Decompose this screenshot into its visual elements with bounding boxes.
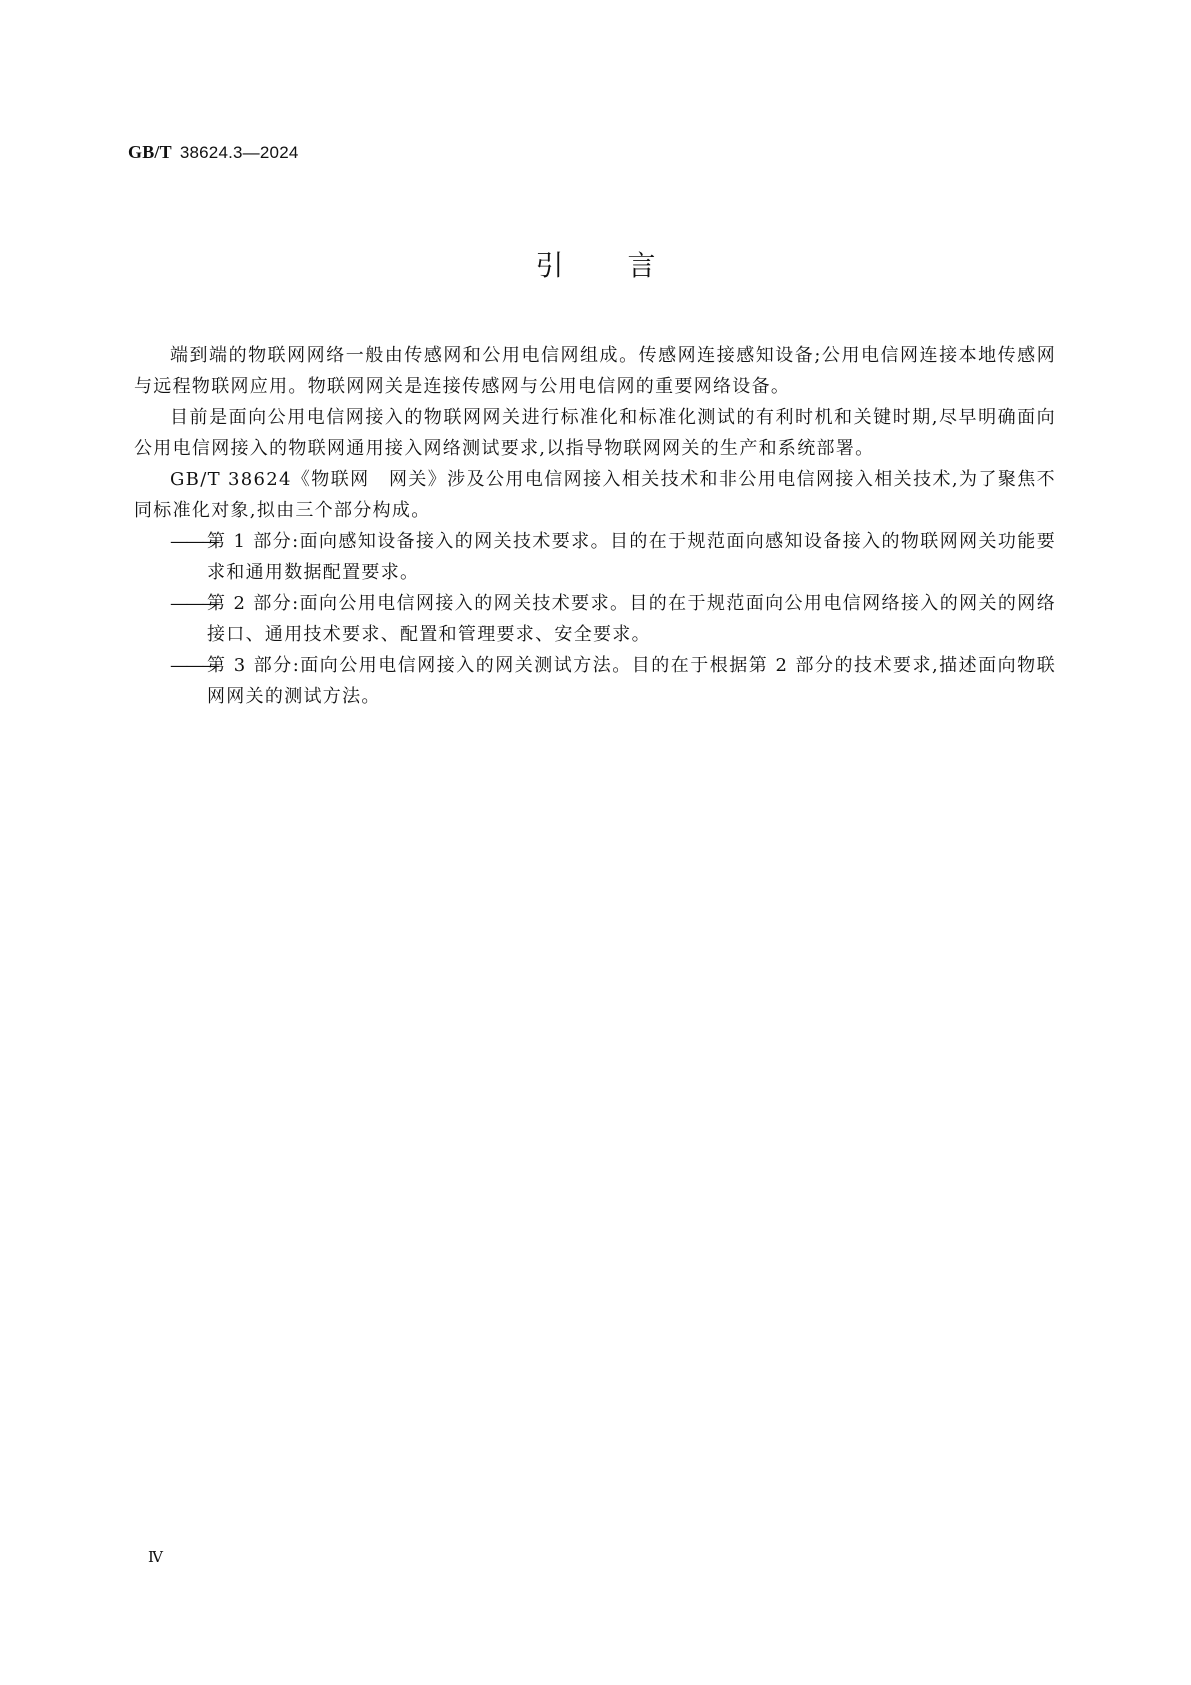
list-item-text: 第 3 部分:面向公用电信网接入的网关测试方法。目的在于根据第 2 部分的技术要求,描述面向物联网网关的测试方法。	[207, 655, 1056, 707]
document-body	[134, 340, 1056, 712]
page-title: 引言	[535, 249, 720, 282]
standard-prefix: GB/T	[128, 142, 172, 162]
standard-number: 38624.3—2024	[179, 143, 299, 162]
standard-identifier	[128, 142, 299, 163]
list-item-text: 第 2 部分:面向公用电信网接入的网关技术要求。目的在于规范面向公用电信网络接入的网关的网络接口、通用技术要求、配置和管理要求、安全要求。	[207, 593, 1056, 645]
list-item-part-2	[134, 588, 1056, 650]
list-item-part-3	[134, 650, 1056, 712]
page-number: Ⅳ	[148, 1550, 163, 1566]
list-item-text: 第 1 部分:面向感知设备接入的网关技术要求。目的在于规范面向感知设备接入的物联网网关功能要求和通用数据配置要求。	[207, 531, 1056, 583]
list-dash: ———	[170, 593, 218, 614]
paragraph: GB/T 38624《物联网 网关》涉及公用电信网接入相关技术和非公用电信网接入相关技术,为了聚焦不同标准化对象,拟由三个部分构成。	[134, 469, 1056, 521]
paragraph: 端到端的物联网网络一般由传感网和公用电信网组成。传感网连接感知设备;公用电信网连接本地传感网与远程物联网应用。物联网网关是连接传感网与公用电信网的重要网络设备。	[134, 345, 1056, 397]
list-dash: ———	[170, 655, 218, 676]
paragraph: 目前是面向公用电信网接入的物联网网关进行标准化和标准化测试的有利时机和关键时期,尽早明确面向公用电信网接入的物联网通用接入网络测试要求,以指导物联网网关的生产和系统部署。	[134, 407, 1056, 459]
list-dash: ———	[170, 531, 218, 552]
list-item-part-1	[134, 526, 1056, 588]
